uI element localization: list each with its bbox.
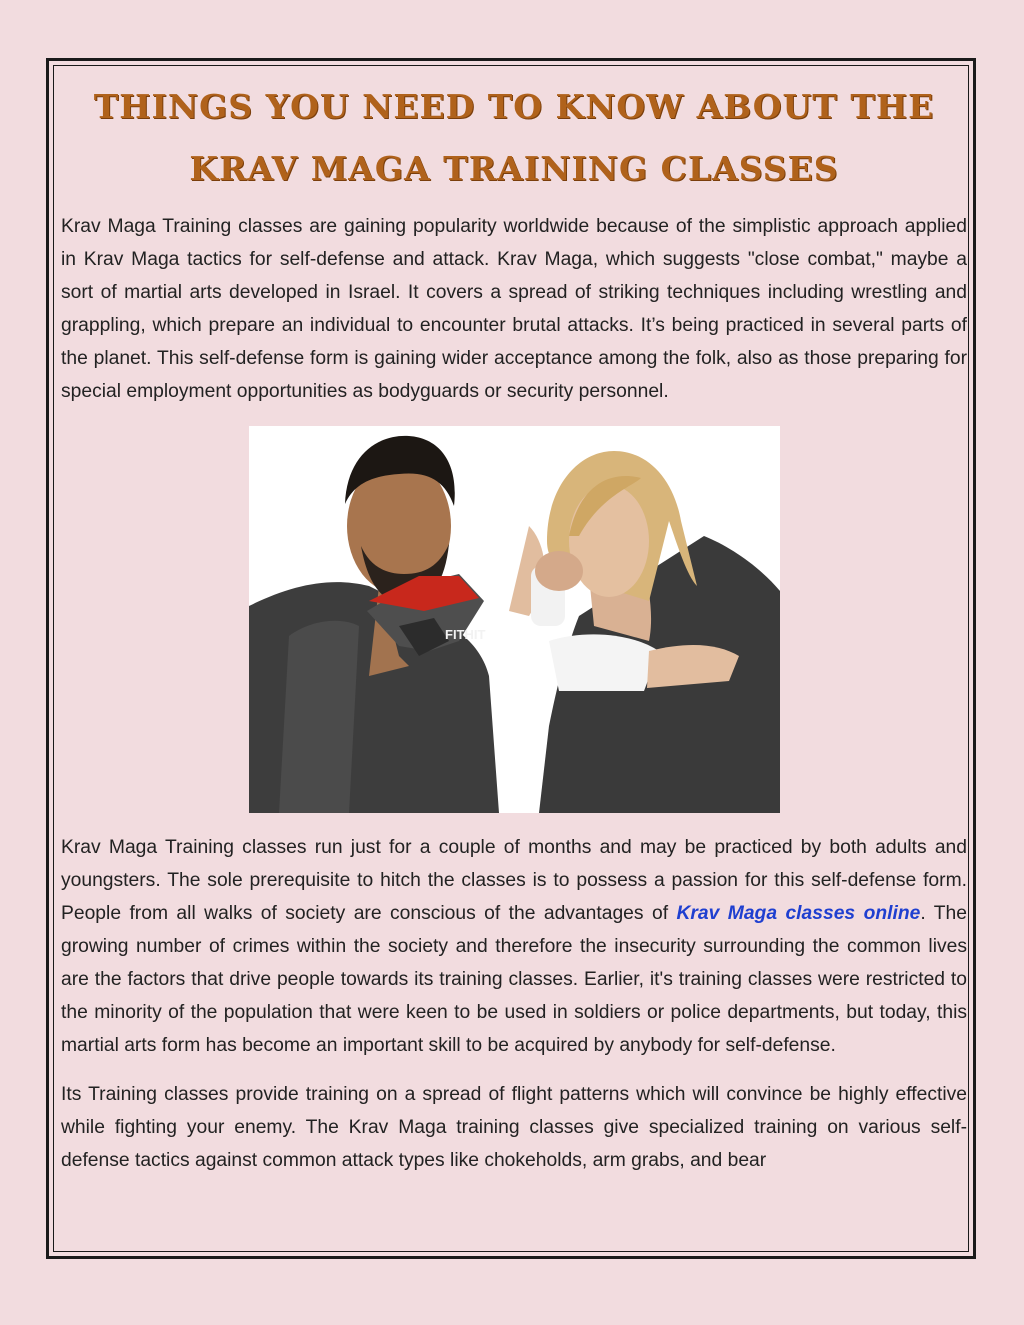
paragraph-training: Its Training classes provide training on a spread of flight patterns which will convince be highly effective while fighting your enemy. The Krav Maga training classes give specialized training on various self-defense tactics against common attack types like chokeholds, arm grabs, and bear (61, 1084, 967, 1171)
document-body (61, 76, 967, 1177)
photo-fighters-image (249, 426, 780, 813)
paragraph-classes (61, 831, 967, 1062)
title-line-1: THINGS YOU NEED TO KNOW ABOUT THE (93, 87, 935, 126)
document-title (61, 76, 967, 200)
krav-maga-classes-online-link[interactable]: Krav Maga classes online (676, 903, 921, 924)
paragraph-classes-part-2: . The growing number of crimes within the society and therefore the insecurity surrounding the common lives are the factors that drive people towards its training classes. Earlier, it's training classes were restricted to the minority of the population that were keen to be used in soldiers or police departments, but today, this martial arts form has become an important skill to be acquired by anybody for self-defense. (61, 903, 968, 1056)
paragraph-intro: Krav Maga Training classes are gaining popularity worldwide because of the simplistic approach applied in Krav Maga tactics for self-defense and attack. Krav Maga, which suggests "close combat," maybe a sort of martial arts developed in Israel. It covers a spread of striking techniques including wrestling and grappling, which prepare an individual to encounter brutal attacks. It’s being practiced in several parts of the planet. This self-defense form is gaining wider acceptance among the folk, also as those preparing for special employment opportunities as bodyguards or security personnel. (61, 216, 967, 402)
paragraph-classes-part-1: Krav Maga Training classes run just for a couple of months and may be practiced by both adults and youngsters. The sole prerequisite to hitch the classes is to possess a passion for this self-defense form. People from all walks of society are conscious of the advantages of (61, 837, 967, 924)
title-line-2: KRAV MAGA TRAINING CLASSES (189, 149, 839, 188)
photo-fighters (249, 426, 780, 813)
shirt-logo-text: FITHIT (444, 627, 485, 642)
